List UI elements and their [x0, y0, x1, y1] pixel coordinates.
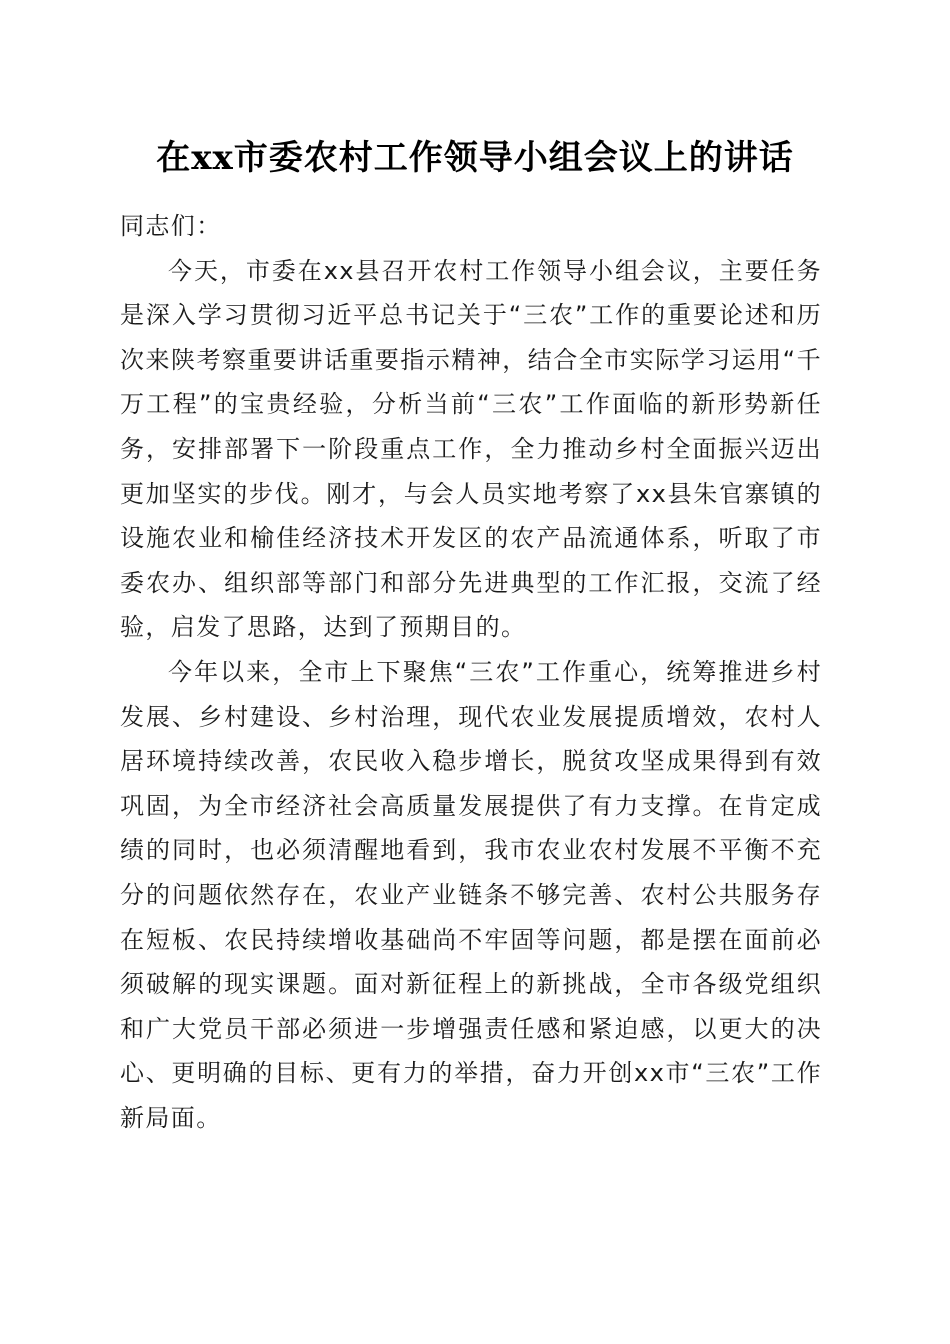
salutation: 同志们： [120, 212, 222, 240]
document-body [120, 204, 822, 1140]
document-title: 在xx市委农村工作领导小组会议上的讲话 [156, 138, 794, 178]
paragraph-1: 今天，市委在xx县召开农村工作领导小组会议，主要任务是深入学习贯彻习近平总书记关于“三农”工作的重要论述和历次来陕考察重要讲话重要指示精神，结合全市实际学习运用“千万工程”的宝贵经验，分析当前“三农”工作面临的新形势新任务，安排部署下一阶段重点工作，全力推动乡村全面振兴迈出更加坚实的步伐。刚才，与会人员实地考察了xx县朱官寨镇的设施农业和榆佳经济技术开发区的农产品流通体系，听取了市委农办、组织部等部门和部分先进典型的工作汇报，交流了经验，启发了思路，达到了预期目的。 [120, 256, 822, 642]
paragraph-2: 今年以来，全市上下聚焦“三农”工作重心，统筹推进乡村发展、乡村建设、乡村治理，现代农业发展提质增效，农村人居环境持续改善，农民收入稳步增长，脱贫攻坚成果得到有效巩固，为全市经济社会高质量发展提供了有力支撑。在肯定成绩的同时，也必须清醒地看到，我市农业农村发展不平衡不充分的问题依然存在，农业产业链条不够完善、农村公共服务存在短板、农民持续增收基础尚不牢固等问题，都是摆在面前必须破解的现实课题。面对新征程上的新挑战，全市各级党组织和广大党员干部必须进一步增强责任感和紧迫感，以更大的决心、更明确的目标、更有力的举措，奋力开创xx市“三农”工作新局面。 [120, 657, 822, 1132]
